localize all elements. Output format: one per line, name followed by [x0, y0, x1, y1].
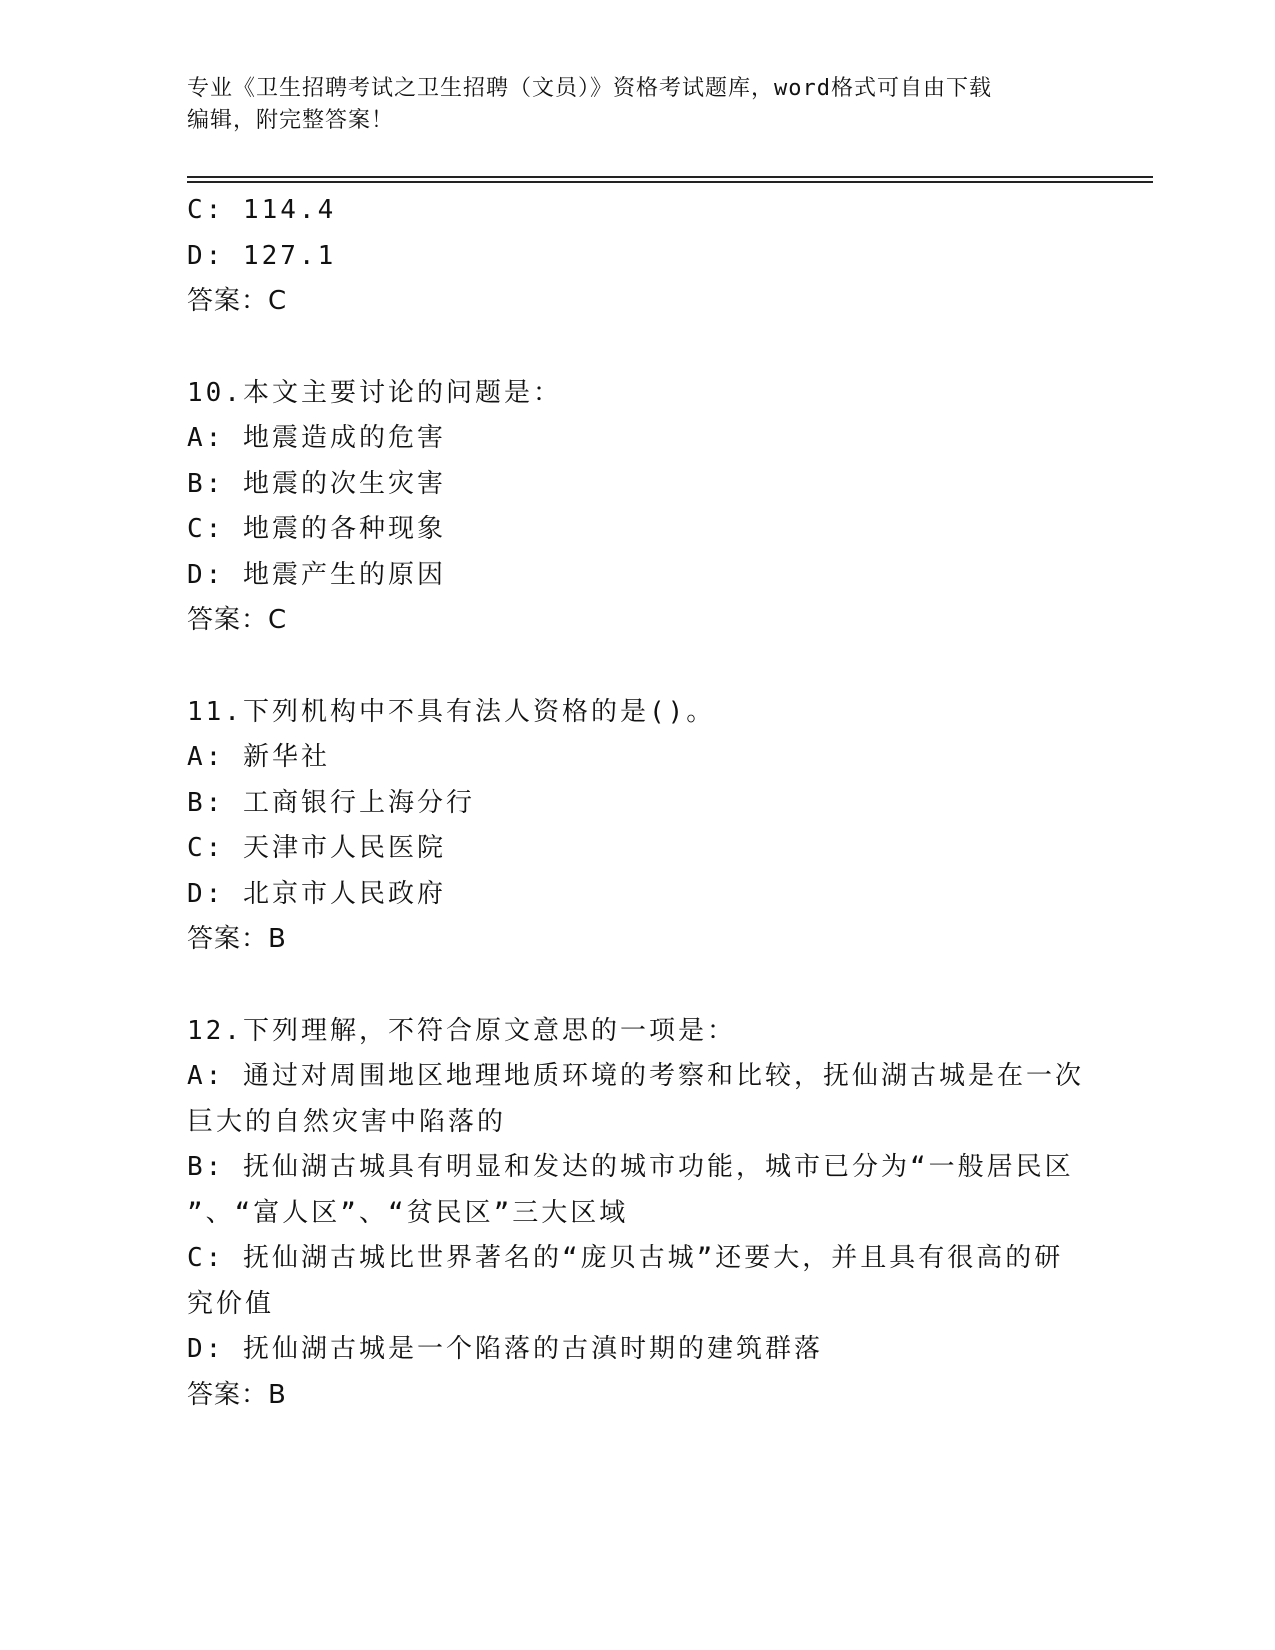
option-a: A: 地震造成的危害	[187, 423, 446, 453]
option-c-line-1: C: 抚仙湖古城比世界著名的“庞贝古城”还要大，并且具有很高的研	[187, 1243, 1064, 1273]
answer: 答案：C	[187, 286, 288, 316]
option-a: A: 新华社	[187, 742, 330, 772]
question-text: 12.下列理解，不符合原文意思的一项是：	[187, 1015, 736, 1046]
option-d: D: 北京市人民政府	[187, 878, 446, 909]
spacer	[187, 963, 1087, 1009]
question-list	[187, 188, 1087, 1418]
option-a-line-1: A: 通过对周围地区地理地质环境的考察和比较，抚仙湖古城是在一次	[187, 1061, 1084, 1091]
header-line-2: 编辑，附完整答案！	[187, 108, 395, 133]
option-b-line-1: B: 抚仙湖古城具有明显和发达的城市功能，城市已分为“一般居民区	[187, 1152, 1074, 1182]
answer: 答案：C	[187, 605, 288, 635]
spacer	[187, 325, 1087, 371]
spacer	[187, 644, 1087, 690]
option-c: C: 114.4	[187, 195, 337, 225]
option-d: D: 抚仙湖古城是一个陷落的古滇时期的建筑群落	[187, 1334, 823, 1364]
option-d: D: 127.1	[187, 240, 337, 271]
option-b: B: 工商银行上海分行	[187, 787, 475, 818]
option-a-line-2: 巨大的自然灾害中陷落的	[187, 1106, 507, 1137]
header-divider-top	[187, 176, 1153, 178]
page-header	[187, 73, 1067, 137]
option-c: C: 天津市人民医院	[187, 833, 446, 863]
option-b: B: 地震的次生灾害	[187, 468, 446, 499]
answer: 答案：B	[187, 924, 287, 954]
question-12	[187, 1009, 1087, 1419]
question-9-tail	[187, 188, 1087, 325]
question-text: 11.下列机构中不具有法人资格的是()。	[187, 696, 716, 727]
question-11	[187, 690, 1087, 963]
question-10	[187, 371, 1087, 644]
answer: 答案：B	[187, 1379, 287, 1410]
header-line-1: 专业《卫生招聘考试之卫生招聘（文员）》资格考试题库，word格式可自由下载	[187, 76, 992, 101]
header-divider-bottom	[187, 181, 1153, 183]
option-b-line-2: ”、“富人区”、“贫民区”三大区域	[187, 1197, 629, 1228]
question-text: 10.本文主要讨论的问题是：	[187, 377, 562, 408]
option-c: C: 地震的各种现象	[187, 514, 446, 544]
option-d: D: 地震产生的原因	[187, 559, 446, 590]
option-c-line-2: 究价值	[187, 1288, 275, 1319]
